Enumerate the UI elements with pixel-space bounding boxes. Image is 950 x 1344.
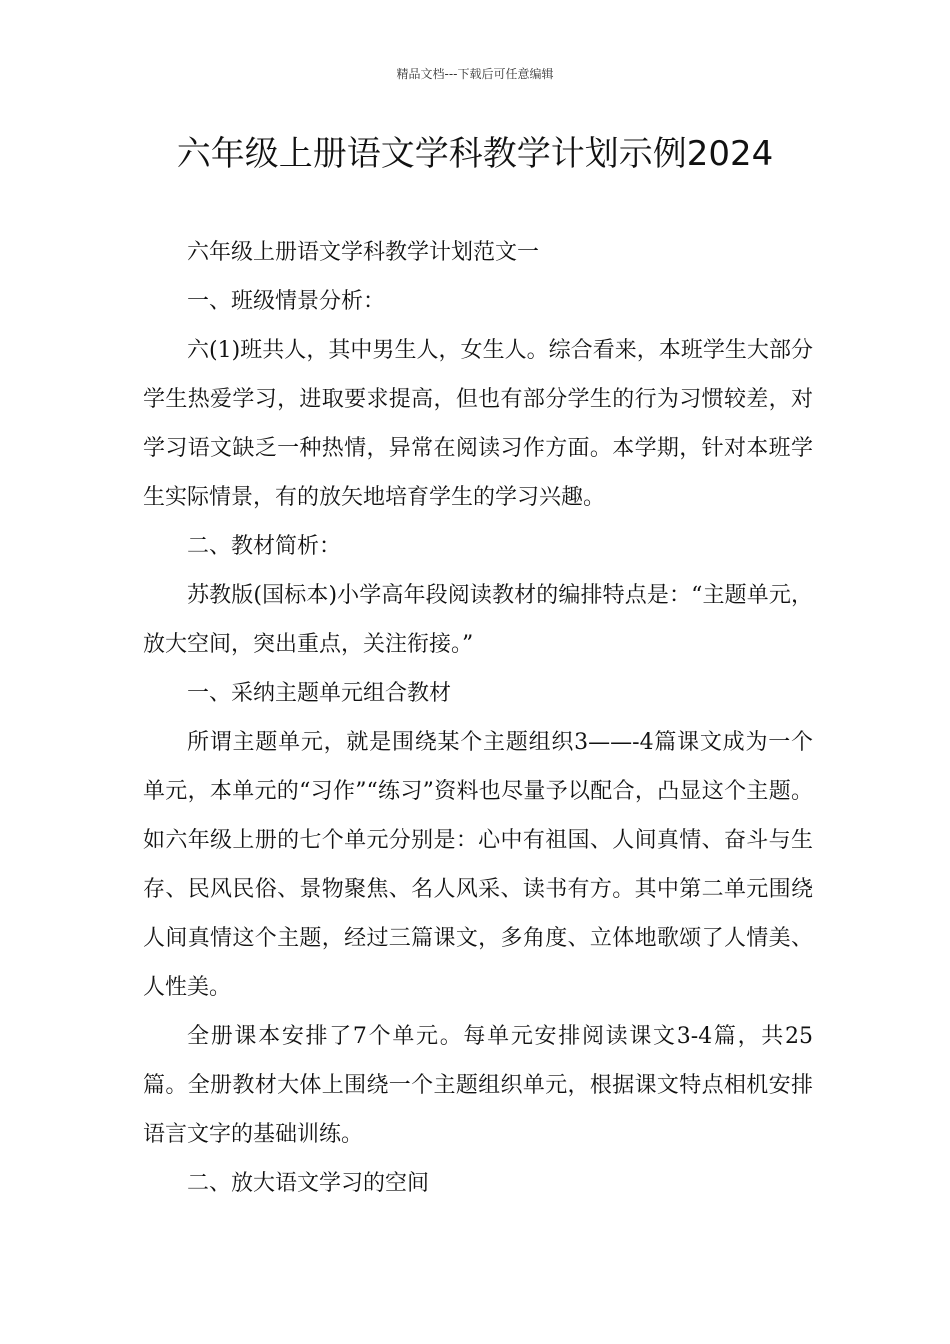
section-heading: 二、教材简析： — [187, 534, 342, 559]
section-heading: 一、班级情景分析： — [187, 289, 386, 314]
paragraph: 全册课本安排了7个单元。每单元安排阅读课文3-4篇，共25篇。全册教材大体上围绕一个主题组织单元，根据课文特点相机安排语言文字的基础训练。 — [143, 1024, 813, 1147]
document-body — [143, 228, 813, 1208]
document-title: 六年级上册语文学科教学计划示例2024 — [176, 134, 774, 174]
paragraph: 六年级上册语文学科教学计划范文一 — [187, 240, 540, 265]
section-heading: 一、采纳主题单元组合教材 — [187, 681, 452, 706]
section-heading: 二、放大语文学习的空间 — [187, 1171, 430, 1196]
paragraph: 所谓主题单元，就是围绕某个主题组织3——-4篇课文成为一个单元，本单元的“习作”“练习”资料也尽量予以配合，凸显这个主题。如六年级上册的七个单元分别是：心中有祖国、人间真情、奋斗与生存、民风民俗、景物聚焦、名人风采、读书有方。其中第二单元围绕人间真情这个主题，经过三篇课文，多角度、立体地歌颂了人情美、人性美。 — [143, 730, 813, 1000]
page-header: 精品文档---下载后可任意编辑 — [396, 67, 554, 81]
paragraph: 苏教版(国标本)小学高年段阅读教材的编排特点是：“主题单元，放大空间，突出重点，关注衔接。” — [143, 583, 813, 657]
paragraph: 六(1)班共人，其中男生人，女生人。综合看来，本班学生大部分学生热爱学习，进取要求提高，但也有部分学生的行为习惯较差，对学习语文缺乏一种热情，异常在阅读习作方面。本学期，针对本班学生实际情景，有的放矢地培育学生的学习兴趣。 — [143, 338, 813, 510]
